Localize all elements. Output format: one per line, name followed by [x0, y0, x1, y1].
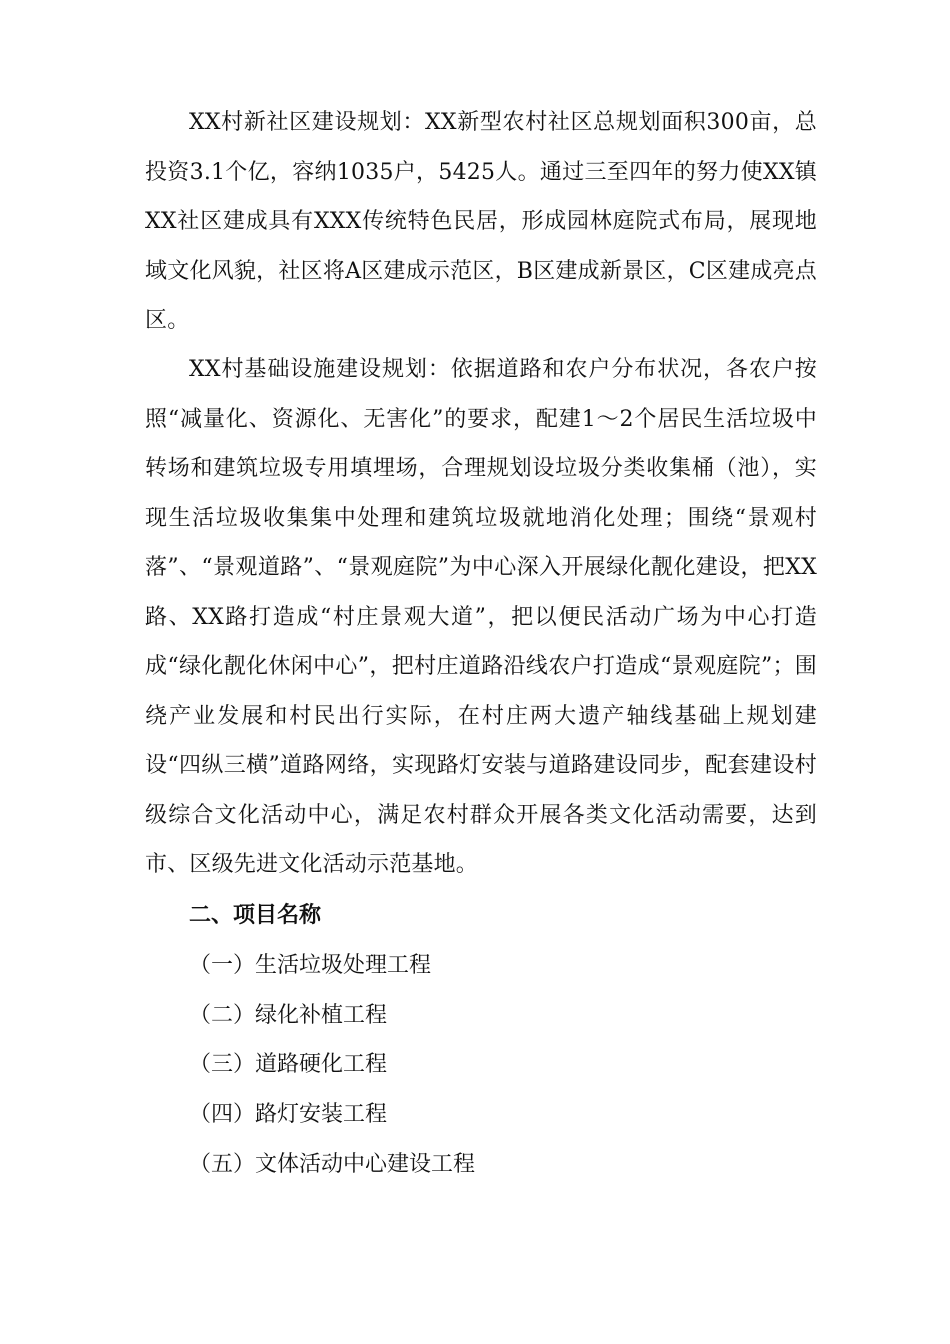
project-list — [189, 941, 475, 1190]
list-item: （四）路灯安装工程 — [189, 1102, 388, 1128]
paragraph-infrastructure-plan: XX村基础设施建设规划：依据道路和农户分布状况，各农户按照“减量化、资源化、无害化”的要求，配建1～2个居民生活垃圾中转场和建筑垃圾专用填埋场，合理规划设垃圾分类收集桶（池），实现生活垃圾收集集中处理和建筑垃圾就地消化处理；围绕“景观村落”、“景观道路”、“景观庭院”为中心深入开展绿化靓化建设，把XX路、XX路打造成“村庄景观大道”，把以便民活动广场为中心打造成“绿化靓化休闲中心”，把村庄道路沿线农户打造成“景观庭院”；围绕产业发展和村民出行实际，在村庄两大遗产轴线基础上规划建设“四纵三横”道路网络，实现路灯安装与道路建设同步，配套建设村级综合文化活动中心，满足农村群众开展各类文化活动需要，达到市、区级先进文化活动示范基地。 — [145, 357, 817, 877]
list-item: （二）绿化补植工程 — [189, 1002, 388, 1028]
list-item: （一）生活垃圾处理工程 — [189, 953, 432, 978]
paragraph-community-plan: XX村新社区建设规划：XX新型农村社区总规划面积300亩，总投资3.1个亿，容纳1035户，5425人。通过三至四年的努力使XX镇XX社区建成具有XXX传统特色民居，形成园林庭院式布局，展现地域文化风貌，社区将A区建成示范区，B区建成新景区，C区建成亮点区。 — [145, 110, 817, 333]
list-item: （三）道路硬化工程 — [189, 1052, 388, 1078]
section-heading: 二、项目名称 — [189, 903, 322, 928]
list-item: （五）文体活动中心建设工程 — [189, 1151, 476, 1177]
